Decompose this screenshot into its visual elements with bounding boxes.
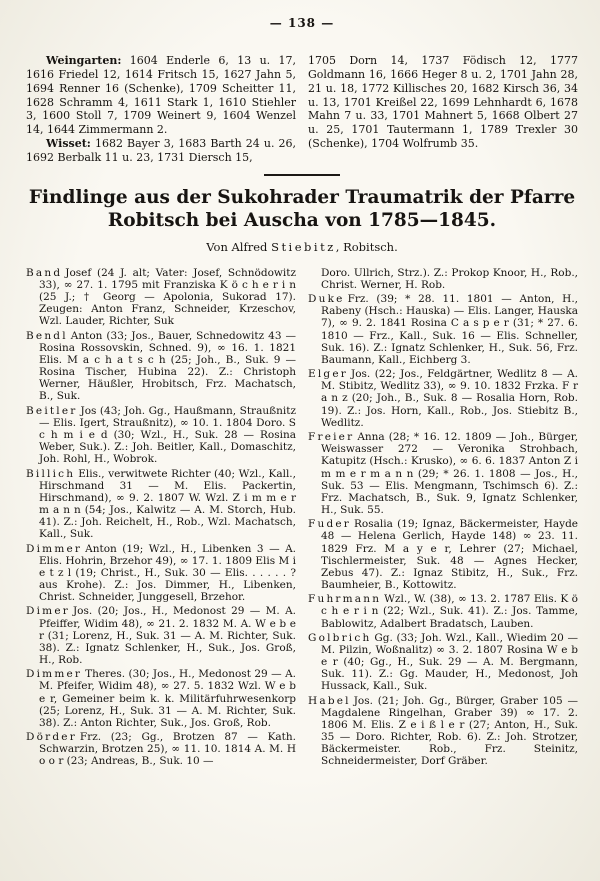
prelude-text: 1604 Enderle 6, 13 u. 17, 1616 Friedel 12, 1614 Fritsch 15, 1627 Jahn 5, 1694 Renner 16 (Schenke), 1709 Scheitter 11, 1628 Schramm 4, 1611 Stark 1, 1610 Stiehler 3, 1600 Stoll 7, 1709 Weinert 9, 1604 Wenzel 14, 1644 Zimmermann 2.	[26, 54, 297, 137]
entry-surname: Dimer	[26, 605, 70, 618]
entry-text: Jos (43; Joh. Gg., Haußmann, Straußnitz — Elis. Igert, Straußnitz), ∞ 10. 1. 1804 Doro. S c h m i e d (30; Wzl., H., Suk. 28 — Rosina Weber, Suk.). Z.: Joh. Beitler, Kall., Domaschitz, Joh. Rohl, H., Wobrok.	[39, 404, 296, 466]
register-entry	[26, 468, 296, 541]
entry-surname: Dimmer	[26, 668, 83, 681]
entry-surname: Billich	[26, 467, 76, 480]
prelude-paragraph	[26, 137, 296, 165]
prelude-section	[26, 54, 578, 165]
entry-surname: Beitler	[26, 404, 78, 417]
entry-surname: Duke	[308, 293, 345, 306]
register-entry	[308, 431, 578, 516]
entry-text: Anton (19; Wzl., H., Libenken 3 — A. Elis. Hohrin, Brzehor 49), ∞ 17. 1. 1809 Elis M i e t z l (19; Christ., H., Suk. 30 — Elis. . . . . . ? aus Krohe). Z.: Jos. Dimmer, H., Libenken, Christ. Schneider, Junggesell, Brzehor.	[39, 542, 296, 604]
entry-text: Rosalia (19; Ignaz, Bäckermeister, Hayde 48 — Helena Gerlich, Hayde 148) ∞ 23. 11. 1829 Frz. M a y e r, Lehrer (27; Michael, Tischlermeister, Suk. 48 — Agnes Hecker, Zebus 47). Z.: Ignaz Stibitz, H., Suk., Frz. Baumheier, B., Kottowitz.	[321, 518, 578, 592]
entry-surname: Habel	[308, 694, 351, 707]
prelude-text: 1682 Bayer 3, 1683 Barth 24 u. 26, 1692 Berbalk 11 u. 23, 1731 Diersch 15,	[26, 137, 297, 165]
register-entry	[26, 543, 296, 604]
place-name-label: Weingarten:	[46, 54, 122, 67]
section-divider-rule	[264, 174, 340, 176]
place-name-label: Wisset:	[46, 137, 91, 151]
article-title-line-2: Robitsch bei Auscha von 1785—1845.	[107, 209, 497, 231]
entry-surname: Dörder	[26, 731, 77, 744]
register-entry	[26, 731, 296, 768]
entry-surname: Fuder	[308, 518, 352, 531]
entry-text: Josef (24 J. alt; Vater: Josef, Schnödowitz 33), ∞ 27. 1. 1795 mit Franziska K ö c h e r i n (25 J.; † Georg — Apolonia, Sukorad 17). Zeugen: Anton Franz, Schneider, Krzeschov, Wzl. Lauder, Richter, Suk	[39, 266, 296, 328]
entry-text: Jos. (22; Jos., Feldgärtner, Wedlitz 8 — A. M. Stibitz, Wedlitz 33), ∞ 9. 10. 1832 Frzka. F r a n z (20; Joh., B., Suk. 8 — Rosalia Horn, Rob. 19). Z.: Jos. Horn, Kall., Rob., Jos. Stiebitz B., Wedlitz.	[321, 368, 578, 429]
entry-text: Wzl., W. (38), ∞ 13. 2. 1787 Elis. K ö c h e r i n (22; Wzl., Suk. 41). Z.: Jos. Tamme, Bablowitz, Adalbert Bradatsch, Lauben.	[321, 593, 578, 630]
register-entry	[308, 632, 578, 693]
register-entry	[26, 330, 296, 403]
entry-text: Gg. (33; Joh. Wzl., Kall., Wiedim 20 — M. Pilzin, Woßnalitz) ∞ 3. 2. 1807 Rosina W e b e r (40; Gg., H., Suk. 29 — A. M. Bergmann, Suk. 11). Z.: Gg. Mauder, H., Medonost, Joh Hussack, Kall., Suk.	[321, 631, 578, 693]
register-entry	[308, 695, 578, 768]
entry-surname: Fuhrmann	[308, 593, 382, 606]
entry-text: Frz. (23; Gg., Brotzen 87 — Kath. Schwarzin, Brotzen 25), ∞ 11. 10. 1814 A. M. H o o r (23; Andreas, B., Suk. 10 —	[39, 731, 296, 768]
entry-text: Anna (28; * 16. 12. 1809 — Joh., Bürger, Weiswasser 272 — Veronika Strohbach, Katupitz (Hsch.: Krusko), ∞ 6. 6. 1837 Anton Z i m m e r m a n n (29; * 26. 1. 1808 — Jos., H., Suk. 53 — Elis. Mengmann, Tschimsch 6). Z.: Frz. Machatsch, B., Suk. 9, Ignatz Schlenker, H., Suk. 55.	[321, 430, 578, 517]
register-entry	[308, 293, 578, 366]
entry-surname: Band	[26, 266, 63, 279]
prelude-right-column	[308, 54, 578, 165]
register-body	[26, 267, 578, 770]
article-title	[26, 187, 578, 233]
entry-surname: Golbrich	[308, 631, 372, 644]
entry-text: Anton (33; Jos., Bauer, Schnedowitz 43 — Rosina Rossovskin, Schned. 9), ∞ 16. 1. 1821 Elis. M a c h a t s c h (25; Joh., B., Suk. 9 — Rosina Tischer, Hubina 22). Z.: Christoph Werner, Häußler, Hrobitsch, Frz. Machatsch, B., Suk.	[39, 329, 296, 403]
entry-text: Jos. (20; Jos., H., Medonost 29 — M. A. Pfeiffer, Widim 48), ∞ 21. 2. 1832 M. A. W e b e r (31; Lorenz, H., Suk. 31 — A. M. Richter, Suk. 38). Z.: Ignatz Schlenker, H., Suk., Jos. Groß, H., Rob.	[39, 605, 296, 667]
byline-prefix: Von Alfred	[206, 239, 272, 254]
register-entry	[26, 605, 296, 666]
entry-text: Jos. (21; Joh. Gg., Bürger, Graber 105 — Magdalene Ringelhan, Graber 39) ∞ 17. 2. 1806 M. Elis. Z e i ß l e r (27; Anton, H., Suk. 35 — Doro. Richter, Rob. 6). Z.: Joh. Strotzer, Bäckermeister. Rob., Frz. Steinitz, Schneidermeister, Dorf Gräber.	[321, 694, 578, 768]
entry-surname: Elger	[308, 368, 348, 381]
prelude-left-column	[26, 54, 296, 165]
byline-author-name: Stiebitz	[271, 239, 336, 254]
entry-surname: Bendl	[26, 329, 68, 342]
body-left-column	[26, 267, 296, 770]
entry-continuation: Doro. Ullrich, Strz.). Z.: Prokop Knoor, H., Rob., Christ. Werner, H. Rob.	[321, 266, 578, 291]
entry-text: Elis., verwitwete Richter (40; Wzl., Kall., Hirschmand 31 — M. Elis. Packertin, Hirschmand), ∞ 9. 2. 1807 W. Wzl. Z i m m e r m a n n (54; Jos., Kalwitz — A. M. Storch, Hub. 41). Z.: Joh. Reichelt, H., Rob., Wzl. Machatsch, Kall., Suk.	[39, 467, 296, 541]
register-entry	[26, 267, 296, 328]
prelude-continuation-text: 1705 Dorn 14, 1737 Födisch 12, 1777 Goldmann 16, 1666 Heger 8 u. 2, 1701 Jahn 28, 21 u. 18, 1772 Killisches 20, 1682 Kirsch 36, 34 u. 13, 1701 Kreißel 22, 1699 Lehnhardt 6, 1678 Mahn 7 u. 33, 1701 Mahnert 5, 1668 Olbert 27 u. 25, 1701 Tautermann 1, 1789 Trexler 30 (Schenke), 1704 Wolfrumb 35.	[308, 54, 578, 151]
prelude-paragraph	[26, 54, 296, 137]
entry-text: Frz. (39; * 28. 11. 1801 — Anton, H., Rabeny (Hsch.: Hauska) — Elis. Langer, Hauska 7), ∞ 9. 2. 1841 Rosina C a s p e r (31; * 27. 6. 1810 — Frz., Kall., Suk. 16 — Elis. Schneller, Suk. 16). Z.: Ignatz Schlenker, H., Suk. 56, Frz. Baumann, Kall., Eichberg 3.	[321, 293, 578, 366]
entry-text: Theres. (30; Jos., H., Medonost 29 — A. M. Pfeifer, Widim 48), ∞ 27. 5. 1832 Wzl. W e b e r, Gemeiner beim k. k. Militärfuhrwesenkorp (25; Lorenz, H., Suk. 31 — A. M. Richter, Suk. 38). Z.: Anton Richter, Suk., Jos. Groß, Rob.	[39, 668, 296, 729]
register-entry	[26, 668, 296, 729]
article-title-line-1: Findlinge aus der Sukohrader Traumatrik der Pfarre	[28, 186, 576, 208]
body-right-column	[308, 267, 578, 770]
entry-surname: Freier	[308, 430, 355, 443]
register-entry	[308, 518, 578, 591]
article-byline	[26, 240, 578, 254]
page-number: — 138 —	[269, 16, 335, 30]
register-entry	[26, 405, 296, 466]
entry-surname: Dimmer	[26, 542, 83, 555]
register-entry	[308, 593, 578, 630]
byline-suffix: , Robitsch.	[335, 239, 398, 254]
register-entry	[308, 368, 578, 429]
